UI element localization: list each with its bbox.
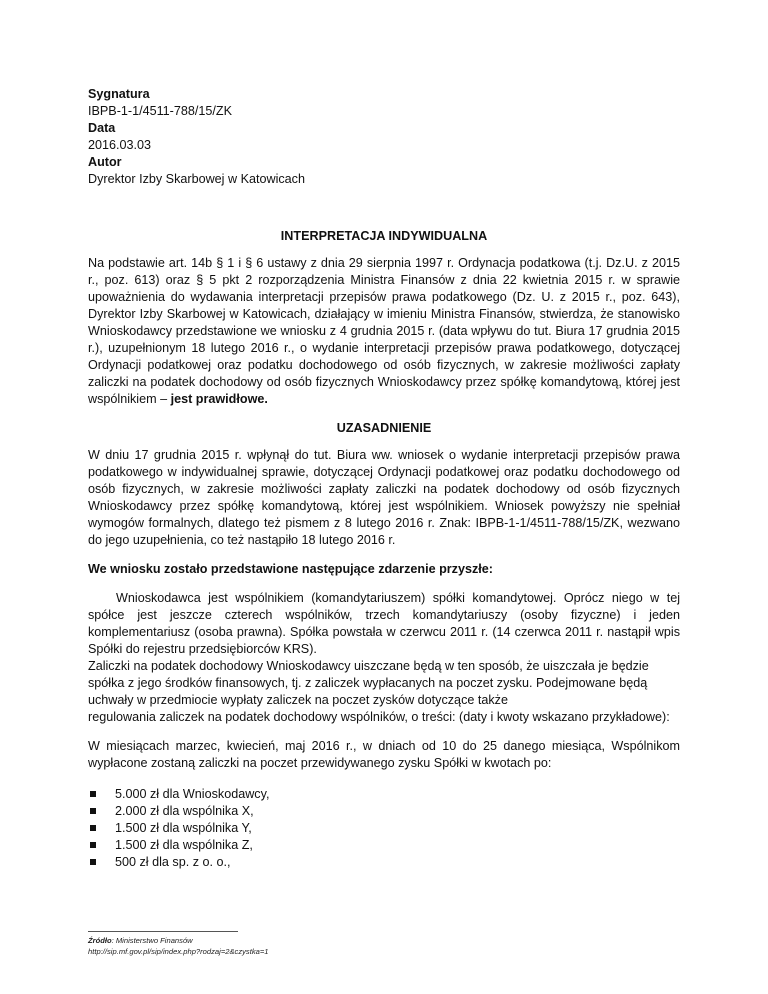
event-paragraph-1-text: Wnioskodawca jest wspólnikiem (komandytariuszem) spółki komandytowej. Oprócz niego w tej spółce jest jeszcze czterech wspólników, trzech komandytariuszy (osoby fizyczne) i jeden komplementariusz (osoba prawna). Spółka powstała w czerwcu 2011 r. (14 czerwca 2011 r. nastąpił wpis Spółki do rejestru przedsiębiorców KRS). (88, 591, 680, 656)
intro-text: Na podstawie art. 14b § 1 i § 6 ustawy z dnia 29 sierpnia 1997 r. Ordynacja podatkowa (t.j. Dz.U. z 2015 r., poz. 613) oraz § 5 pkt 2 rozporządzenia Ministra Finansów z dnia 22 kwietnia 2015 r. w sprawie upoważnienia do wydawania interpretacji przepisów prawa podatkowego (Dz. U. z 2015 r., poz. 643), Dyrektor Izby Skarbowej w Katowicach, działający w imieniu Ministra Finansów, stwierdza, że stanowisko Wnioskodawcy przedstawione we wniosku z 4 grudnia 2015 r. (data wpływu do tut. Biura 17 grudnia 2015 r.), uzupełnionym 18 lutego 2016 r., o wydanie interpretacji przepisów prawa podatkowego, dotyczącej Ordynacji podatkowej oraz podatku dochodowego od osób fizycznych, w zakresie możliwości zapłaty zaliczki na podatek dochodowy od osób fizycznych Wnioskodawcy przez spółkę komandytową, której jest wspólnikiem – (88, 256, 680, 406)
event-paragraph-2-line-1: Zaliczki na podatek dochodowy Wnioskodawcy uiszczane będą w ten sposób, że uiszczała je będzie spółka z jego środków finansowych, tj. z zaliczek wypłacanych na poczet zysku. Podejmowane będą uchwały w przedmiocie wypłaty zaliczek na poczet zysków dotyczące także (88, 659, 649, 707)
footer-source (88, 935, 488, 946)
signature-value: IBPB-1-1/4511-788/15/ZK (88, 104, 232, 118)
author-value: Dyrektor Izby Skarbowej w Katowicach (88, 172, 305, 186)
document-title: INTERPRETACJA INDYWIDUALNA (280, 229, 488, 243)
footer-url: http://sip.mf.gov.pl/sip/index.php?rodzaj=2&czystka=1 (88, 947, 269, 956)
justification-heading: UZASADNIENIE (336, 421, 432, 435)
list-item: 1.500 zł dla wspólnika Y, (88, 820, 680, 837)
author-label: Autor (88, 155, 122, 169)
footer-source-value: : Ministerstwo Finansów (111, 936, 193, 945)
event-heading: We wniosku zostało przedstawione następujące zdarzenie przyszłe: (88, 562, 493, 576)
list-item: 2.000 zł dla wspólnika X, (88, 803, 680, 820)
event-paragraph-1 (88, 590, 680, 658)
document-page (88, 86, 680, 871)
event-paragraph-2-line-2: regulowania zaliczek na podatek dochodowy wspólników, o treści: (daty i kwoty wskazano przykładowe): (88, 710, 670, 724)
signature-label: Sygnatura (88, 87, 150, 101)
footer-divider (88, 931, 238, 932)
intro-paragraph (88, 255, 680, 408)
amounts-list (88, 786, 680, 871)
square-bullet-icon (90, 842, 96, 848)
list-item: 5.000 zł dla Wnioskodawcy, (88, 786, 680, 803)
footer (88, 935, 488, 957)
list-item: 500 zł dla sp. z o. o., (88, 854, 680, 871)
square-bullet-icon (90, 808, 96, 814)
justification-paragraph: W dniu 17 grudnia 2015 r. wpłynął do tut. Biura ww. wniosek o wydanie interpretacji przepisów prawa podatkowego w indywidualnej sprawie, dotyczącej Ordynacji podatkowej oraz podatku dochodowego od osób fizycznych, w zakresie możliwości zapłaty zaliczki na podatek dochodowy od osób fizycznych Wnioskodawcy przez spółkę komandytową, której jest wspólnikiem. Wniosek powyższy nie spełniał wymogów formalnych, dlatego też pismem z 8 lutego 2016 r. Znak: IBPB-1-1/4511-788/15/ZK, wezwano do jego uzupełnienia, co też nastąpiło 18 lutego 2016 r. (88, 448, 680, 547)
footer-source-label: Źródło (88, 936, 112, 945)
date-label: Data (88, 121, 116, 135)
square-bullet-icon (90, 825, 96, 831)
metadata-block (88, 86, 680, 188)
square-bullet-icon (90, 791, 96, 797)
event-paragraph-3: W miesiącach marzec, kwiecień, maj 2016 r., w dniach od 10 do 25 danego miesiąca, Wspólnikom wypłacone zostaną zaliczki na poczet przewidywanego zysku Spółki w kwotach po: (88, 739, 680, 770)
square-bullet-icon (90, 859, 96, 865)
list-item: 1.500 zł dla wspólnika Z, (88, 837, 680, 854)
date-value: 2016.03.03 (88, 138, 152, 152)
intro-verdict: jest prawidłowe. (170, 392, 268, 406)
